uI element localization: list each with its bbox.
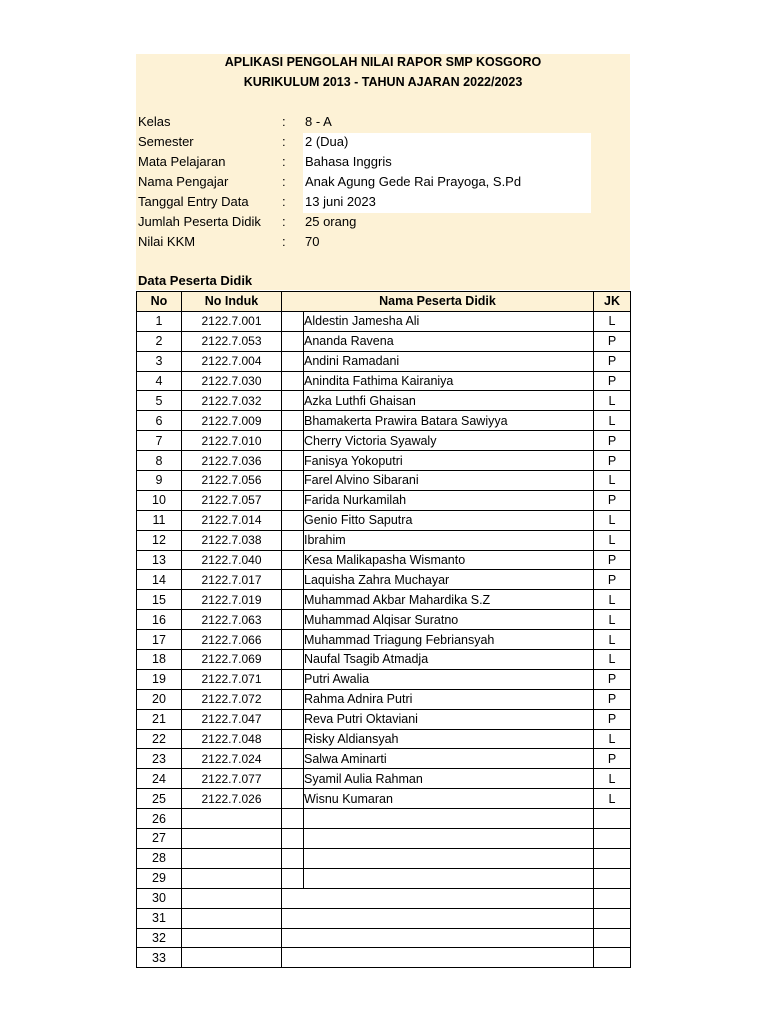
cell-jk[interactable]: P (594, 351, 631, 371)
cell-jk[interactable]: L (594, 650, 631, 670)
cell-nama[interactable]: Kesa Malikapasha Wismanto (304, 550, 594, 570)
cell-no: 14 (137, 570, 182, 590)
table-row (137, 331, 631, 351)
header-no: No (137, 292, 182, 312)
cell-nama[interactable]: Genio Fitto Saputra (304, 510, 594, 530)
cell-nama[interactable]: Risky Aldiansyah (304, 729, 594, 749)
cell-spacer (282, 550, 304, 570)
cell-no-induk[interactable]: 2122.7.026 (182, 789, 282, 809)
cell-no: 5 (137, 391, 182, 411)
cell-jk[interactable]: P (594, 451, 631, 471)
cell-no: 12 (137, 530, 182, 550)
cell-jk[interactable] (594, 809, 631, 829)
table-row (137, 709, 631, 729)
cell-no-induk[interactable]: 2122.7.030 (182, 371, 282, 391)
cell-jk[interactable] (594, 888, 631, 908)
cell-no-induk[interactable]: 2122.7.024 (182, 749, 282, 769)
cell-no-induk[interactable]: 2122.7.032 (182, 391, 282, 411)
cell-jk[interactable] (594, 848, 631, 868)
cell-no-induk[interactable]: 2122.7.063 (182, 610, 282, 630)
cell-spacer (282, 650, 304, 670)
student-table (136, 291, 631, 968)
cell-spacer (282, 848, 304, 868)
info-value[interactable]: 13 juni 2023 (305, 194, 376, 209)
cell-nama[interactable]: Muhammad Alqisar Suratno (304, 610, 594, 630)
cell-jk[interactable]: P (594, 490, 631, 510)
table-row (137, 829, 631, 849)
table-row (137, 510, 631, 530)
table-row (137, 610, 631, 630)
cell-no-induk[interactable]: 2122.7.047 (182, 709, 282, 729)
table-header-row (137, 292, 631, 312)
cell-jk[interactable]: P (594, 570, 631, 590)
cell-no: 7 (137, 431, 182, 451)
cell-spacer (282, 809, 304, 829)
table-row (137, 729, 631, 749)
cell-jk[interactable] (594, 928, 631, 948)
cell-nama[interactable] (304, 868, 594, 888)
cell-no-induk[interactable] (182, 848, 282, 868)
cell-spacer (282, 709, 304, 729)
cell-spacer (282, 530, 304, 550)
cell-nama[interactable]: Laquisha Zahra Muchayar (304, 570, 594, 590)
table-row (137, 630, 631, 650)
cell-no: 32 (137, 928, 182, 948)
cell-nama[interactable]: Reva Putri Oktaviani (304, 709, 594, 729)
cell-spacer (282, 769, 304, 789)
cell-no: 10 (137, 490, 182, 510)
cell-spacer (282, 689, 304, 709)
info-value[interactable]: 8 - A (305, 114, 332, 129)
app-title: APLIKASI PENGOLAH NILAI RAPOR SMP KOSGORO (224, 55, 542, 69)
cell-no-induk[interactable]: 2122.7.053 (182, 331, 282, 351)
cell-nama[interactable]: Naufal Tsagib Atmadja (304, 650, 594, 670)
cell-spacer (282, 431, 304, 451)
cell-nama[interactable]: Wisnu Kumaran (304, 789, 594, 809)
cell-nama[interactable] (304, 829, 594, 849)
table-row (137, 868, 631, 888)
table-row (137, 769, 631, 789)
table-row (137, 451, 631, 471)
cell-no: 18 (137, 650, 182, 670)
table-row (137, 371, 631, 391)
cell-no-induk[interactable]: 2122.7.066 (182, 630, 282, 650)
cell-nama[interactable]: Anindita Fathima Kairaniya (304, 371, 594, 391)
info-value[interactable]: 2 (Dua) (305, 134, 349, 149)
table-row (137, 351, 631, 371)
cell-jk[interactable]: L (594, 590, 631, 610)
table-row (137, 809, 631, 829)
info-label: Nama Pengajar (138, 174, 229, 189)
cell-nama[interactable] (282, 948, 594, 968)
cell-no-induk[interactable]: 2122.7.071 (182, 669, 282, 689)
cell-no: 27 (137, 829, 182, 849)
cell-nama[interactable]: Bhamakerta Prawira Batara Sawiyya (304, 411, 594, 431)
table-row (137, 749, 631, 769)
cell-spacer (282, 590, 304, 610)
cell-spacer (282, 729, 304, 749)
cell-no: 19 (137, 669, 182, 689)
table-row (137, 908, 631, 928)
cell-no-induk[interactable] (182, 809, 282, 829)
info-label: Semester (138, 134, 194, 149)
cell-no: 29 (137, 868, 182, 888)
cell-jk[interactable]: P (594, 550, 631, 570)
cell-no-induk[interactable] (182, 888, 282, 908)
cell-no-induk[interactable]: 2122.7.077 (182, 769, 282, 789)
info-colon: : (282, 194, 286, 209)
cell-no-induk[interactable]: 2122.7.040 (182, 550, 282, 570)
cell-no: 4 (137, 371, 182, 391)
cell-nama[interactable] (282, 928, 594, 948)
cell-spacer (282, 669, 304, 689)
cell-no: 30 (137, 888, 182, 908)
info-colon: : (282, 174, 286, 189)
cell-jk[interactable]: L (594, 391, 631, 411)
cell-nama[interactable]: Fanisya Yokoputri (304, 451, 594, 471)
info-value[interactable]: 25 orang (305, 214, 357, 229)
cell-no: 33 (137, 948, 182, 968)
cell-nama[interactable] (282, 908, 594, 928)
curriculum-subtitle: KURIKULUM 2013 - TAHUN AJARAN 2022/2023 (243, 75, 523, 89)
cell-nama[interactable] (304, 848, 594, 868)
cell-spacer (282, 510, 304, 530)
cell-no-induk[interactable]: 2122.7.069 (182, 650, 282, 670)
cell-no: 26 (137, 809, 182, 829)
cell-jk[interactable] (594, 868, 631, 888)
cell-spacer (282, 391, 304, 411)
cell-no-induk[interactable]: 2122.7.056 (182, 471, 282, 491)
cell-no-induk[interactable]: 2122.7.001 (182, 311, 282, 331)
table-row (137, 311, 631, 331)
cell-jk[interactable]: L (594, 769, 631, 789)
cell-no-induk[interactable] (182, 948, 282, 968)
cell-nama[interactable]: Aldestin Jamesha Ali (304, 311, 594, 331)
cell-jk[interactable]: L (594, 530, 631, 550)
cell-jk[interactable]: L (594, 610, 631, 630)
cell-nama[interactable]: Ibrahim (304, 530, 594, 550)
cell-no: 13 (137, 550, 182, 570)
header-no-induk: No Induk (182, 292, 282, 312)
info-label: Tanggal Entry Data (138, 194, 249, 209)
cell-no: 24 (137, 769, 182, 789)
info-label: Kelas (138, 114, 171, 129)
cell-no-induk[interactable]: 2122.7.038 (182, 530, 282, 550)
cell-spacer (282, 411, 304, 431)
cell-no: 8 (137, 451, 182, 471)
info-colon: : (282, 234, 286, 249)
cell-no: 22 (137, 729, 182, 749)
cell-spacer (282, 749, 304, 769)
info-colon: : (282, 114, 286, 129)
cell-jk[interactable]: L (594, 729, 631, 749)
cell-jk[interactable] (594, 948, 631, 968)
cell-no: 21 (137, 709, 182, 729)
header-nama: Nama Peserta Didik (282, 292, 594, 312)
cell-spacer (282, 351, 304, 371)
cell-nama[interactable] (282, 888, 594, 908)
cell-nama[interactable]: Ananda Ravena (304, 331, 594, 351)
cell-no: 17 (137, 630, 182, 650)
cell-spacer (282, 451, 304, 471)
cell-nama[interactable]: Syamil Aulia Rahman (304, 769, 594, 789)
info-colon: : (282, 154, 286, 169)
table-row (137, 928, 631, 948)
table-row (137, 570, 631, 590)
cell-no-induk[interactable]: 2122.7.048 (182, 729, 282, 749)
cell-no: 28 (137, 848, 182, 868)
cell-no: 6 (137, 411, 182, 431)
table-row (137, 411, 631, 431)
cell-spacer (282, 371, 304, 391)
cell-jk[interactable]: L (594, 789, 631, 809)
cell-spacer (282, 789, 304, 809)
cell-no-induk[interactable]: 2122.7.019 (182, 590, 282, 610)
cell-jk[interactable] (594, 829, 631, 849)
cell-nama[interactable] (304, 809, 594, 829)
cell-no-induk[interactable]: 2122.7.009 (182, 411, 282, 431)
cell-no: 25 (137, 789, 182, 809)
cell-spacer (282, 471, 304, 491)
cell-no-induk[interactable] (182, 868, 282, 888)
table-row (137, 650, 631, 670)
table-row (137, 848, 631, 868)
cell-nama[interactable]: Farida Nurkamilah (304, 490, 594, 510)
info-value[interactable]: 70 (305, 234, 320, 249)
cell-no-induk[interactable]: 2122.7.014 (182, 510, 282, 530)
cell-no: 2 (137, 331, 182, 351)
cell-spacer (282, 331, 304, 351)
section-title: Data Peserta Didik (138, 273, 253, 288)
cell-spacer (282, 630, 304, 650)
cell-no: 16 (137, 610, 182, 630)
cell-jk[interactable]: L (594, 411, 631, 431)
cell-no: 3 (137, 351, 182, 371)
cell-jk[interactable]: L (594, 630, 631, 650)
cell-no-induk[interactable]: 2122.7.004 (182, 351, 282, 371)
info-colon: : (282, 134, 286, 149)
cell-no-induk[interactable] (182, 829, 282, 849)
cell-no: 11 (137, 510, 182, 530)
info-colon: : (282, 214, 286, 229)
cell-spacer (282, 490, 304, 510)
table-row (137, 431, 631, 451)
cell-no: 23 (137, 749, 182, 769)
table-row (137, 689, 631, 709)
cell-nama[interactable]: Putri Awalia (304, 669, 594, 689)
cell-no-induk[interactable]: 2122.7.017 (182, 570, 282, 590)
info-label: Mata Pelajaran (138, 154, 226, 169)
cell-jk[interactable] (594, 908, 631, 928)
table-row (137, 490, 631, 510)
cell-jk[interactable]: P (594, 331, 631, 351)
table-row (137, 590, 631, 610)
cell-no-induk[interactable] (182, 908, 282, 928)
info-value[interactable]: Anak Agung Gede Rai Prayoga, S.Pd (305, 174, 522, 189)
cell-no: 1 (137, 311, 182, 331)
cell-jk[interactable]: L (594, 311, 631, 331)
cell-no: 15 (137, 590, 182, 610)
info-label: Jumlah Peserta Didik (138, 214, 261, 229)
cell-spacer (282, 311, 304, 331)
cell-jk[interactable]: L (594, 471, 631, 491)
cell-jk[interactable]: P (594, 709, 631, 729)
cell-no: 9 (137, 471, 182, 491)
cell-nama[interactable]: Rahma Adnira Putri (304, 689, 594, 709)
cell-no-induk[interactable]: 2122.7.057 (182, 490, 282, 510)
cell-jk[interactable]: P (594, 749, 631, 769)
header-jk: JK (594, 292, 631, 312)
cell-jk[interactable]: P (594, 431, 631, 451)
table-row (137, 550, 631, 570)
cell-no-induk[interactable]: 2122.7.010 (182, 431, 282, 451)
cell-nama[interactable]: Salwa Aminarti (304, 749, 594, 769)
table-row (137, 530, 631, 550)
table-row (137, 471, 631, 491)
cell-nama[interactable]: Azka Luthfi Ghaisan (304, 391, 594, 411)
cell-nama[interactable]: Muhammad Akbar Mahardika S.Z (304, 590, 594, 610)
cell-spacer (282, 610, 304, 630)
cell-nama[interactable]: Andini Ramadani (304, 351, 594, 371)
cell-nama[interactable]: Cherry Victoria Syawaly (304, 431, 594, 451)
cell-no: 31 (137, 908, 182, 928)
table-row (137, 948, 631, 968)
cell-no-induk[interactable] (182, 928, 282, 948)
cell-jk[interactable]: P (594, 669, 631, 689)
info-value[interactable]: Bahasa Inggris (305, 154, 392, 169)
cell-no-induk[interactable]: 2122.7.072 (182, 689, 282, 709)
cell-no-induk[interactable]: 2122.7.036 (182, 451, 282, 471)
cell-no: 20 (137, 689, 182, 709)
table-row (137, 888, 631, 908)
cell-jk[interactable]: P (594, 689, 631, 709)
cell-nama[interactable]: Muhammad Triagung Febriansyah (304, 630, 594, 650)
cell-spacer (282, 868, 304, 888)
cell-spacer (282, 570, 304, 590)
cell-nama[interactable]: Farel Alvino Sibarani (304, 471, 594, 491)
cell-jk[interactable]: P (594, 371, 631, 391)
table-row (137, 669, 631, 689)
cell-spacer (282, 829, 304, 849)
info-label: Nilai KKM (138, 234, 196, 249)
table-row (137, 789, 631, 809)
cell-jk[interactable]: L (594, 510, 631, 530)
table-row (137, 391, 631, 411)
